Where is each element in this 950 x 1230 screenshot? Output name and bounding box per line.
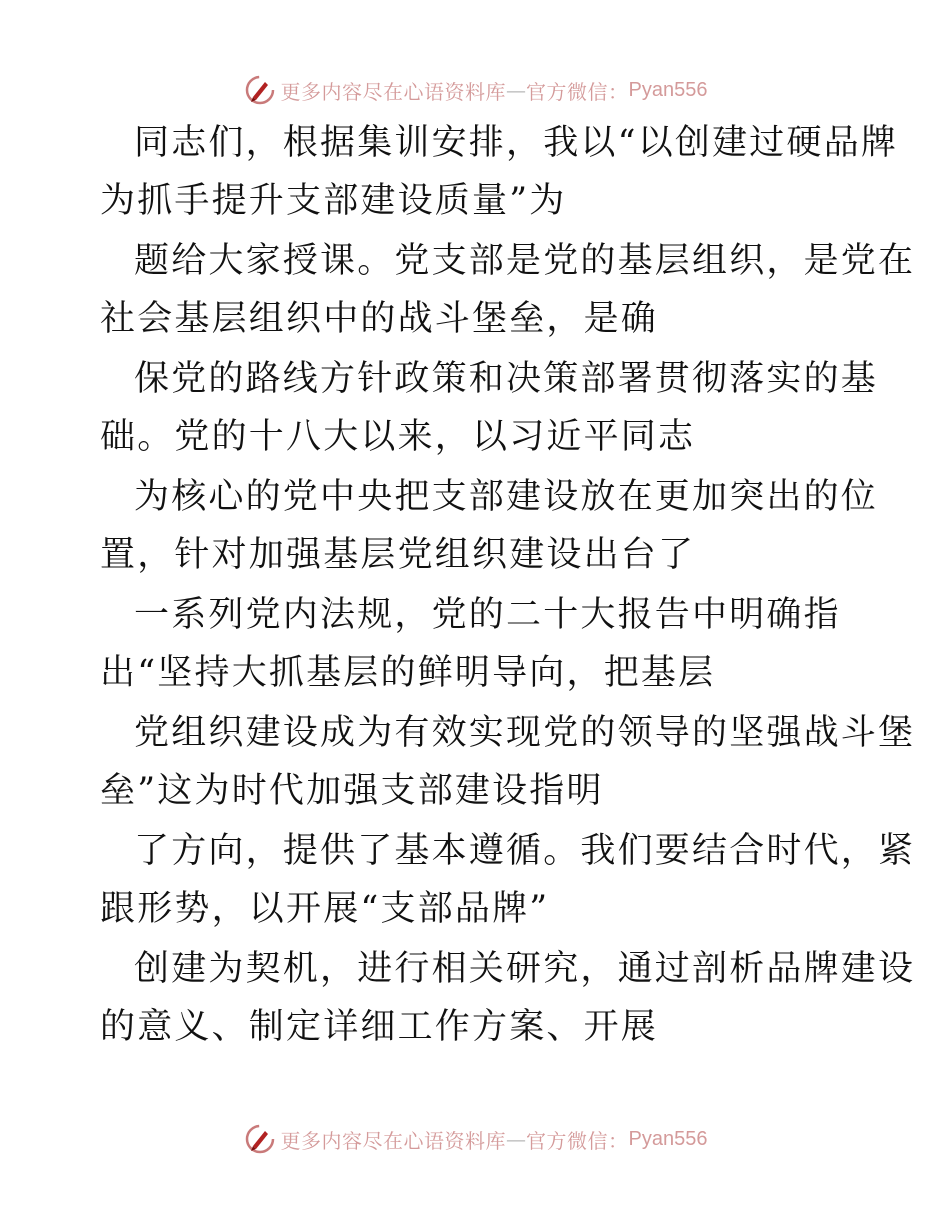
body-line: 了方向，提供了基本遵循。我们要结合时代，紧 [134,831,916,871]
pen-nib-logo-icon [243,73,277,107]
body-line: 础。党的十八大以来，以习近平同志 [100,417,696,457]
watermark-separator: — [506,1127,527,1151]
body-line: 为抓手提升支部建设质量”为 [100,181,567,221]
body-line: 党组织建设成为有效实现党的领导的坚强战斗堡 [134,713,916,753]
body-line: 保党的路线方针政策和决策部署贯彻落实的基 [134,359,879,399]
watermark-separator: — [506,78,527,102]
body-line: 题给大家授课。党支部是党的基层组织，是党在 [134,241,916,281]
watermark-text: 更多内容尽在心语资料库 [280,1128,507,1153]
body-line: 社会基层组织中的战斗堡垒，是确 [100,299,659,339]
body-line: 跟形势，以开展“支部品牌” [100,889,550,929]
body-line: 创建为契机，进行相关研究，通过剖析品牌建设 [134,949,916,989]
body-line: 垒”这为时代加强支部建设指明 [100,771,604,811]
watermark-wechat-id: Pyan556 [628,1127,708,1150]
watermark-wechat-id: Pyan556 [628,78,708,101]
body-line: 的意义、制定详细工作方案、开展 [100,1007,659,1047]
pen-nib-logo-icon [243,1122,277,1156]
body-line: 为核心的党中央把支部建设放在更加突出的位 [134,477,879,517]
watermark-suffix: 官方微信： [526,1128,629,1153]
body-line: 出“坚持大抓基层的鲜明导向，把基层 [100,653,716,693]
body-line: 置，针对加强基层党组织建设出台了 [100,535,696,575]
body-line: 一系列党内法规，党的二十大报告中明确指 [134,595,841,635]
footer-watermark [0,1122,950,1156]
watermark-text: 更多内容尽在心语资料库 [280,79,507,104]
watermark-suffix: 官方微信： [526,79,629,104]
body-line: 同志们，根据集训安排，我以“以创建过硬品牌 [134,123,899,163]
header-watermark [0,73,950,107]
